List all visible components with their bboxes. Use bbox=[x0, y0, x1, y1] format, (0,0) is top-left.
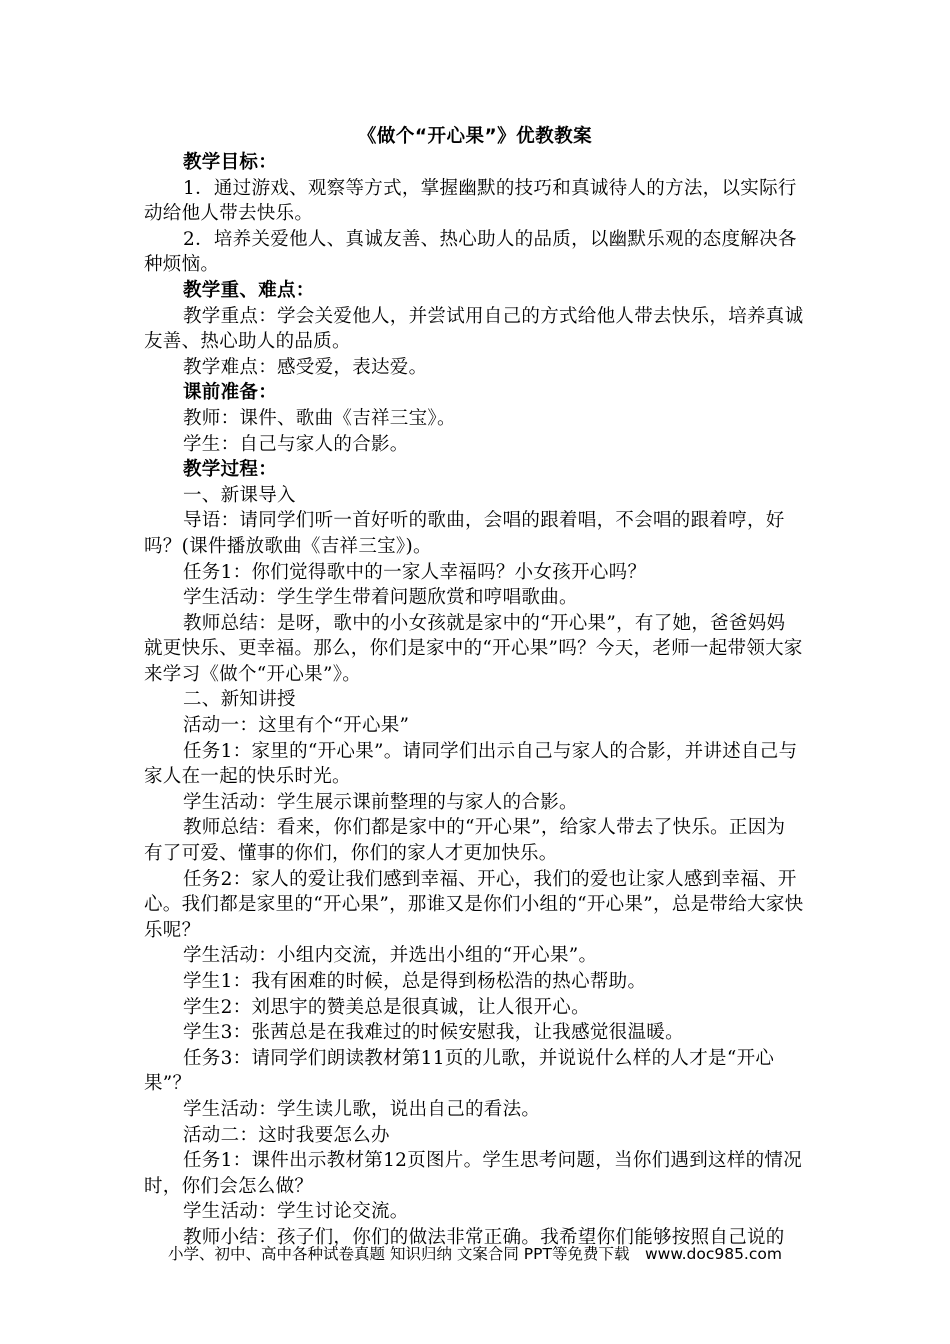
section-heading: 课前准备： bbox=[183, 382, 278, 404]
paragraph: 学生活动：学生学生带着问题欣赏和哼唱歌曲。 bbox=[183, 587, 578, 609]
paragraph: 导语：请同学们听一首好听的歌曲，会唱的跟着唱，不会唱的跟着哼，好吗？(课件播放歌曲《吉祥三宝》)。 bbox=[144, 510, 785, 557]
document-title: 《做个“开心果”》优教教案 bbox=[357, 126, 593, 147]
paragraph: 学生活动：小组内交流，并选出小组的“开心果”。 bbox=[183, 945, 598, 967]
paragraph: 1．通过游戏、观察等方式，掌握幽默的技巧和真诚待人的方法，以实际行动给他人带去快乐。 bbox=[144, 177, 797, 225]
paragraph: 任务1：课件出示教材第12页图片。学生思考问题，当你们遇到这样的情况时，你们会怎么做？ bbox=[144, 1150, 803, 1197]
section-heading: 教学过程： bbox=[183, 459, 278, 481]
paragraph: 教学重点：学会关爱他人，并尝试用自己的方式给他人带去快乐，培养真诚友善、热心助人的品质。 bbox=[144, 305, 804, 353]
paragraph: 二、新知讲授 bbox=[183, 689, 296, 711]
paragraph: 学生3：张茜总是在我难过的时候安慰我，让我感觉很温暖。 bbox=[183, 1022, 684, 1044]
paragraph: 教师小结：孩子们，你们的做法非常正确。我希望你们能够按照自己说的 bbox=[183, 1226, 785, 1248]
paragraph: 教师总结：看来，你们都是家中的“开心果”，给家人带去了快乐。正因为有了可爱、懂事的你们，你们的家人才更加快乐。 bbox=[144, 817, 786, 865]
paragraph: 任务2：家人的爱让我们感到幸福、开心，我们的爱也让家人感到幸福、开心。我们都是家里的“开心果”，那谁又是你们小组的“开心果”，总是带给大家快乐呢？ bbox=[144, 868, 804, 941]
paragraph: 任务1：你们觉得歌中的一家人幸福吗？小女孩开心吗？ bbox=[183, 561, 647, 583]
paragraph: 学生活动：学生读儿歌，说出自己的看法。 bbox=[183, 1098, 541, 1120]
paragraph: 活动一：这里有个“开心果” bbox=[183, 715, 410, 737]
paragraph: 教学难点：感受爱，表达爱。 bbox=[183, 356, 428, 378]
section-heading: 教学目标： bbox=[183, 152, 278, 173]
paragraph: 学生2：刘思宇的赞美总是很真诚，让人很开心。 bbox=[183, 996, 590, 1018]
paragraph: 一、新课导入 bbox=[183, 484, 296, 506]
page-footer: 小学、初中、高中各种试卷真题 知识归纳 文案合同 PPT等免费下载 www.doc985.com bbox=[168, 1245, 782, 1263]
paragraph: 教师：课件、歌曲《吉祥三宝》。 bbox=[183, 407, 456, 429]
paragraph: 教师总结：是呀，歌中的小女孩就是家中的“开心果”，有了她，爸爸妈妈就更快乐、更幸福。那么，你们是家中的“开心果”吗？今天，老师一起带领大家来学习《做个“开心果”》。 bbox=[144, 612, 803, 685]
paragraph: 2．培养关爱他人、真诚友善、热心助人的品质，以幽默乐观的态度解决各种烦恼。 bbox=[144, 228, 797, 276]
paragraph: 任务1：家里的“开心果”。请同学们出示自己与家人的合影，并讲述自己与家人在一起的快乐时光。 bbox=[144, 740, 798, 788]
paragraph: 学生1：我有困难的时候，总是得到杨松浩的热心帮助。 bbox=[183, 971, 647, 992]
section-heading: 教学重、难点： bbox=[183, 279, 315, 301]
paragraph: 活动二：这时我要怎么办 bbox=[183, 1124, 390, 1146]
document-body bbox=[144, 150, 804, 1251]
paragraph: 学生活动：学生展示课前整理的与家人的合影。 bbox=[183, 791, 578, 813]
paragraph: 任务3：请同学们朗读教材第11页的儿歌，并说说什么样的人才是“开心果”？ bbox=[144, 1047, 775, 1095]
paragraph: 学生活动：学生讨论交流。 bbox=[183, 1201, 409, 1223]
paragraph: 学生：自己与家人的合影。 bbox=[183, 433, 409, 455]
